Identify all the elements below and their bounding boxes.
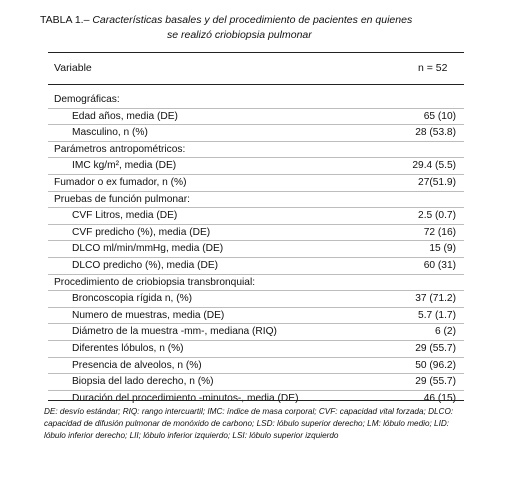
row-value: 60 (31) — [423, 259, 456, 271]
column-header-n: n = 52 — [418, 62, 448, 74]
row-label: Parámetros antropométricos: — [54, 143, 186, 155]
bottom-rule — [48, 400, 464, 401]
row-value: 29 (55.7) — [415, 376, 456, 388]
row-label: DLCO ml/min/mmHg, media (DE) — [72, 243, 224, 255]
row-label: Presencia de alveolos, n (%) — [72, 359, 202, 371]
row-value: 29.4 (5.5) — [412, 160, 456, 172]
row-label: Duración del procedimiento -minutos-, media (DE) — [72, 392, 299, 404]
row-value: 15 (9) — [429, 243, 456, 255]
row-label: Biopsia del lado derecho, n (%) — [72, 376, 214, 388]
row-value: 6 (2) — [435, 326, 456, 338]
column-header-variable: Variable — [54, 62, 92, 74]
row-label: Numero de muestras, media (DE) — [72, 309, 225, 321]
table-row — [48, 258, 464, 275]
row-label: Diámetro de la muestra -mm-, mediana (RIQ) — [72, 326, 277, 338]
table-row — [48, 225, 464, 242]
caption-title: Características basales y del procedimiento de pacientes en quienes — [92, 14, 413, 26]
table-caption — [40, 13, 480, 43]
row-value: 5.7 (1.7) — [418, 309, 456, 321]
row-value: 65 (10) — [423, 110, 456, 122]
row-label: Demográficas: — [54, 94, 120, 105]
row-label: Masculino, n (%) — [72, 127, 148, 139]
row-label: Procedimiento de criobiopsia transbronquial: — [54, 276, 256, 288]
table-row — [48, 241, 464, 258]
table-row — [48, 208, 464, 225]
table-row — [48, 109, 464, 126]
table-row — [48, 391, 464, 407]
row-label: DLCO predicho (%), media (DE) — [72, 259, 219, 271]
row-label: Broncoscopia rígida n, (%) — [72, 293, 193, 305]
caption-line-1 — [40, 13, 480, 28]
row-label: CVF Litros, media (DE) — [72, 210, 178, 222]
table-row — [48, 308, 464, 325]
top-rule — [48, 52, 464, 53]
table-row — [48, 125, 464, 142]
table-row — [48, 92, 464, 109]
row-label: Fumador o ex fumador, n (%) — [54, 176, 187, 188]
row-label: Edad años, media (DE) — [72, 110, 178, 122]
row-value: 2.5 (0.7) — [418, 210, 456, 222]
table-row — [48, 291, 464, 308]
row-value: 72 (16) — [423, 226, 456, 238]
row-label: IMC kg/m², media (DE) — [72, 160, 177, 172]
table-row — [48, 275, 464, 292]
row-value: 28 (53.8) — [415, 127, 456, 139]
table-row — [48, 158, 464, 175]
table-footnote: DE: desvío estándar; RIQ: rango intercuartil; IMC: índice de masa corporal; CVF: capacidad vital forzada; DLCO: capacidad de difusión pulmonar de monóxido de carbono; LSD: lóbulo superior derecho; LM: lóbulo medio; LID: lóbulo inferior derecho; LII; lóbulo inferior izquierdo; LSI: lóbulo superior izquierdo — [44, 407, 454, 440]
caption-line-2: se realizó criobiopsia pulmonar — [167, 29, 312, 41]
table-row — [48, 142, 464, 159]
header-rule — [48, 84, 464, 85]
table-row — [48, 374, 464, 391]
table-row — [48, 324, 464, 341]
row-label: Diferentes lóbulos, n (%) — [72, 342, 184, 354]
row-value: 29 (55.7) — [415, 342, 456, 354]
caption-lead: TABLA 1.– — [40, 14, 93, 26]
table-row — [48, 341, 464, 358]
row-value: 46 (15) — [423, 392, 456, 404]
row-value: 50 (96.2) — [415, 359, 456, 371]
row-value: 37 (71.2) — [415, 293, 456, 305]
row-label: CVF predicho (%), media (DE) — [72, 226, 211, 238]
table-body — [48, 92, 464, 406]
table-row — [48, 358, 464, 375]
table-row — [48, 192, 464, 209]
row-label: Pruebas de función pulmonar: — [54, 193, 190, 205]
table-row — [48, 175, 464, 192]
row-value: 27(51.9) — [418, 176, 456, 188]
